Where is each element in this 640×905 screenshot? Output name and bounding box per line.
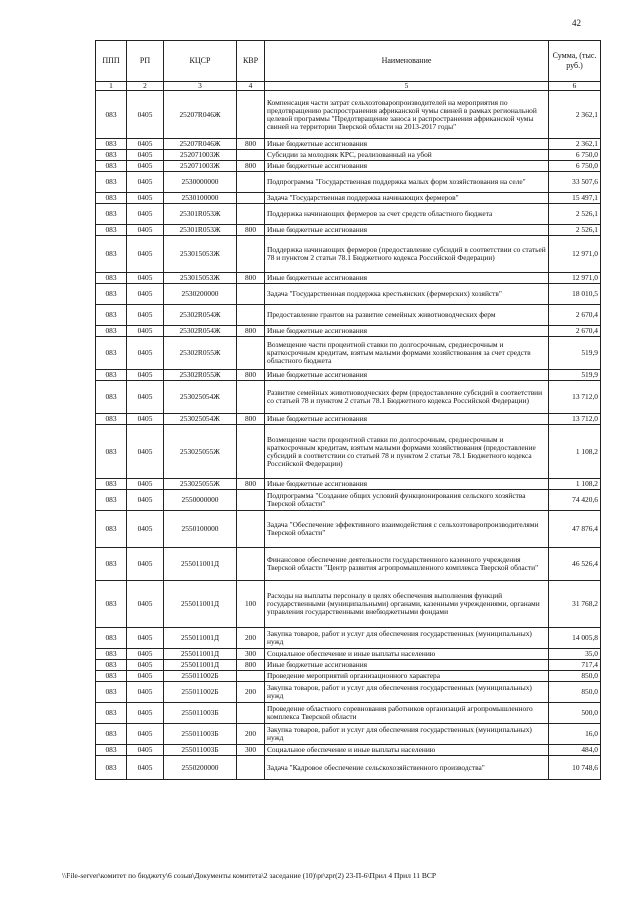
cell-sum: 15 497,1 [549,193,601,204]
table-row [96,756,601,780]
cell-name: Расходы на выплаты персоналу в целях обеспечения выполнения функций государственными (муниципальными) органами, казенными учреждениями, органами управления государственными внебюджетными фондами [265,581,549,628]
cell-rp: 0405 [127,139,164,150]
cell-name: Проведение областного соревнования работников организаций агропромышленного комплекса Тверской области [265,703,549,724]
cell-kcsr: 252071003Ж [164,161,237,172]
cell-ppp: 083 [96,381,127,414]
cell-kcsr: 252071003Ж [164,150,237,161]
cell-sum: 6 750,0 [549,150,601,161]
cell-kvr [237,511,265,548]
cell-name: Поддержка начинающих фермеров (предоставление субсидий в соответствии со статьей 78 и пунктом 2 статьи 78.1 Бюджетного кодекса Российской Федерации) [265,236,549,273]
page-number: 42 [572,18,581,28]
cell-kcsr: 2550200000 [164,756,237,780]
table-row [96,381,601,414]
cell-kvr [237,337,265,370]
cell-sum: 1 108,2 [549,479,601,490]
cell-sum: 46 526,4 [549,548,601,581]
cell-name: Подпрограмма "Государственная поддержка малых форм хозяйствования на селе" [265,172,549,193]
cell-name: Социальное обеспечение и иные выплаты населению [265,649,549,660]
cell-kvr: 800 [237,326,265,337]
table-row [96,273,601,284]
cell-kcsr: 255011001Д [164,660,237,671]
cell-rp: 0405 [127,703,164,724]
cell-kvr [237,490,265,511]
cell-kcsr: 255011002Б [164,671,237,682]
cell-rp: 0405 [127,204,164,225]
cell-kcsr: 25301R053Ж [164,204,237,225]
cell-name: Иные бюджетные ассигнования [265,161,549,172]
cell-ppp: 083 [96,756,127,780]
table-row [96,703,601,724]
table-row [96,414,601,425]
cell-ppp: 083 [96,236,127,273]
cell-kcsr: 25301R053Ж [164,225,237,236]
cell-sum: 12 971,0 [549,236,601,273]
cell-rp: 0405 [127,91,164,139]
cell-kcsr: 25302R055Ж [164,337,237,370]
cell-name: Иные бюджетные ассигнования [265,479,549,490]
cell-kvr [237,671,265,682]
cell-rp: 0405 [127,581,164,628]
cell-rp: 0405 [127,511,164,548]
cell-kvr [237,150,265,161]
cell-sum: 2 670,4 [549,326,601,337]
cell-kcsr: 2530000000 [164,172,237,193]
header-ppp: ППП [96,41,127,82]
cell-rp: 0405 [127,548,164,581]
cell-kcsr: 2530100000 [164,193,237,204]
table-row [96,671,601,682]
cell-kvr [237,236,265,273]
cell-rp: 0405 [127,745,164,756]
column-number: 3 [164,82,237,91]
cell-ppp: 083 [96,660,127,671]
header-sum: Сумма, (тыс. руб.) [549,41,601,82]
cell-ppp: 083 [96,273,127,284]
cell-name: Задача "Государственная поддержка крестьянских (фермерских) хозяйств" [265,284,549,305]
cell-ppp: 083 [96,682,127,703]
cell-kcsr: 253015053Ж [164,236,237,273]
cell-ppp: 083 [96,745,127,756]
cell-sum: 2 670,4 [549,305,601,326]
cell-kvr [237,204,265,225]
table-row [96,326,601,337]
column-number: 1 [96,82,127,91]
cell-sum: 519,9 [549,370,601,381]
cell-sum: 519,9 [549,337,601,370]
cell-rp: 0405 [127,724,164,745]
cell-sum: 31 768,2 [549,581,601,628]
cell-sum: 850,0 [549,682,601,703]
cell-kvr [237,703,265,724]
cell-sum: 2 526,1 [549,204,601,225]
cell-kvr: 800 [237,161,265,172]
cell-rp: 0405 [127,326,164,337]
cell-ppp: 083 [96,91,127,139]
cell-rp: 0405 [127,273,164,284]
cell-kvr [237,172,265,193]
cell-ppp: 083 [96,490,127,511]
cell-sum: 12 971,0 [549,273,601,284]
cell-sum: 33 507,6 [549,172,601,193]
cell-rp: 0405 [127,425,164,479]
cell-kcsr: 253025055Ж [164,479,237,490]
cell-kvr: 800 [237,479,265,490]
table-row [96,284,601,305]
cell-rp: 0405 [127,172,164,193]
cell-rp: 0405 [127,649,164,660]
table-row [96,370,601,381]
table-row [96,139,601,150]
cell-kvr: 100 [237,581,265,628]
cell-ppp: 083 [96,139,127,150]
cell-rp: 0405 [127,628,164,649]
cell-ppp: 083 [96,414,127,425]
cell-kcsr: 25207R046Ж [164,139,237,150]
cell-rp: 0405 [127,161,164,172]
cell-sum: 2 526,1 [549,225,601,236]
table-row [96,236,601,273]
cell-rp: 0405 [127,193,164,204]
cell-name: Иные бюджетные ассигнования [265,326,549,337]
cell-name: Поддержка начинающих фермеров за счет средств областного бюджета [265,204,549,225]
cell-kcsr: 25302R055Ж [164,370,237,381]
cell-name: Возмещение части процентной ставки по долгосрочным, среднесрочным и краткосрочным кредитам, взятым малыми формами хозяйствования за счет средств областного бюджета [265,337,549,370]
cell-name: Закупка товаров, работ и услуг для обеспечения государственных (муниципальных) нужд [265,682,549,703]
cell-ppp: 083 [96,479,127,490]
cell-kvr [237,381,265,414]
cell-sum: 18 010,5 [549,284,601,305]
cell-kvr: 200 [237,724,265,745]
cell-ppp: 083 [96,724,127,745]
cell-kcsr: 25302R054Ж [164,326,237,337]
cell-rp: 0405 [127,381,164,414]
header-kvr: КВР [237,41,265,82]
header-rp: РП [127,41,164,82]
cell-name: Социальное обеспечение и иные выплаты населению [265,745,549,756]
cell-kvr: 800 [237,370,265,381]
cell-name: Возмещение части процентной ставки по долгосрочным, среднесрочным и краткосрочным кредитам, взятым малыми формами хозяйствования (предоставление субсидий в соответствии со статьей 78 и пунктом 2 статьи 78.1 Бюджетного кодекса Российской Федерации) [265,425,549,479]
cell-name: Иные бюджетные ассигнования [265,139,549,150]
table-row [96,91,601,139]
table-row [96,490,601,511]
table-row [96,172,601,193]
cell-ppp: 083 [96,511,127,548]
cell-name: Задача "Обеспечение эффективного взаимодействия с сельхозтоваропроизводителями Тверской области" [265,511,549,548]
cell-ppp: 083 [96,172,127,193]
cell-sum: 14 005,8 [549,628,601,649]
cell-kcsr: 253025054Ж [164,414,237,425]
cell-kcsr: 255011001Д [164,628,237,649]
cell-kcsr: 255011003Б [164,724,237,745]
cell-rp: 0405 [127,284,164,305]
cell-kcsr: 2550000000 [164,490,237,511]
cell-name: Подпрограмма "Создание общих условий функционирования сельского хозяйства Тверской области" [265,490,549,511]
table-row [96,425,601,479]
cell-rp: 0405 [127,671,164,682]
cell-sum: 717,4 [549,660,601,671]
cell-ppp: 083 [96,193,127,204]
cell-sum: 2 362,1 [549,91,601,139]
table-row [96,225,601,236]
cell-sum: 13 712,0 [549,414,601,425]
column-number: 6 [549,82,601,91]
cell-kcsr: 255011001Д [164,548,237,581]
cell-ppp: 083 [96,581,127,628]
cell-kcsr: 25207R046Ж [164,91,237,139]
column-number: 4 [237,82,265,91]
table-row [96,745,601,756]
column-number-row [96,82,601,91]
table-row [96,581,601,628]
cell-kcsr: 253025054Ж [164,381,237,414]
cell-kvr [237,548,265,581]
table-row [96,193,601,204]
cell-sum: 484,0 [549,745,601,756]
cell-sum: 6 750,0 [549,161,601,172]
cell-ppp: 083 [96,326,127,337]
column-number: 5 [265,82,549,91]
table-row [96,649,601,660]
table-header-row [96,41,601,82]
cell-sum: 500,0 [549,703,601,724]
cell-kvr: 200 [237,682,265,703]
cell-ppp: 083 [96,150,127,161]
table-row [96,628,601,649]
cell-sum: 35,0 [549,649,601,660]
cell-kcsr: 25302R054Ж [164,305,237,326]
cell-rp: 0405 [127,414,164,425]
cell-sum: 47 876,4 [549,511,601,548]
cell-kcsr: 255011003Б [164,745,237,756]
header-kcsr: КЦСР [164,41,237,82]
cell-name: Субсидии за молодняк КРС, реализованный на убой [265,150,549,161]
cell-name: Компенсация части затрат сельхозтоваропроизводителей на мероприятия по предотвращению распространения африканской чумы свиней в рамках региональной целевой программы "Предотвращение заноса и распространения африканской чумы свиней на территории Тверской области на 2013-2017 годы" [265,91,549,139]
cell-name: Иные бюджетные ассигнования [265,225,549,236]
table-row [96,337,601,370]
cell-rp: 0405 [127,479,164,490]
cell-name: Финансовое обеспечение деятельности государственного казенного учреждения Тверской области "Центр развития агропромышленного комплекса Тверской области" [265,548,549,581]
cell-rp: 0405 [127,150,164,161]
cell-kcsr: 253015053Ж [164,273,237,284]
cell-kvr: 800 [237,660,265,671]
table-row [96,511,601,548]
table-row [96,660,601,671]
cell-rp: 0405 [127,337,164,370]
cell-name: Задача "Государственная поддержка начинающих фермеров" [265,193,549,204]
table-row [96,161,601,172]
cell-name: Закупка товаров, работ и услуг для обеспечения государственных (муниципальных) нужд [265,724,549,745]
table-row [96,724,601,745]
cell-sum: 850,0 [549,671,601,682]
cell-sum: 10 748,6 [549,756,601,780]
cell-rp: 0405 [127,660,164,671]
cell-kcsr: 2530200000 [164,284,237,305]
cell-ppp: 083 [96,204,127,225]
cell-ppp: 083 [96,225,127,236]
cell-rp: 0405 [127,370,164,381]
cell-ppp: 083 [96,425,127,479]
header-name: Наименование [265,41,549,82]
cell-kvr [237,756,265,780]
cell-rp: 0405 [127,756,164,780]
cell-kvr: 300 [237,649,265,660]
cell-kvr [237,193,265,204]
cell-kcsr: 255011003Б [164,703,237,724]
cell-kcsr: 255011001Д [164,581,237,628]
cell-ppp: 083 [96,628,127,649]
column-number: 2 [127,82,164,91]
table-row [96,204,601,225]
cell-sum: 16,0 [549,724,601,745]
cell-ppp: 083 [96,548,127,581]
cell-ppp: 083 [96,161,127,172]
table-row [96,548,601,581]
cell-name: Иные бюджетные ассигнования [265,414,549,425]
cell-ppp: 083 [96,337,127,370]
cell-kvr: 800 [237,414,265,425]
table-row [96,682,601,703]
cell-ppp: 083 [96,305,127,326]
cell-sum: 1 108,2 [549,425,601,479]
cell-name: Предоставление грантов на развитие семейных животноводческих ферм [265,305,549,326]
cell-ppp: 083 [96,284,127,305]
cell-kvr: 800 [237,225,265,236]
cell-sum: 13 712,0 [549,381,601,414]
cell-name: Иные бюджетные ассигнования [265,273,549,284]
cell-name: Развитие семейных животноводческих ферм (предоставление субсидий в соответствии со статьей 78 и пунктом 2 статьи 78.1 Бюджетного кодекса Российской Федерации) [265,381,549,414]
cell-name: Закупка товаров, работ и услуг для обеспечения государственных (муниципальных) нужд [265,628,549,649]
cell-rp: 0405 [127,682,164,703]
cell-name: Иные бюджетные ассигнования [265,370,549,381]
cell-ppp: 083 [96,649,127,660]
cell-kvr: 200 [237,628,265,649]
cell-sum: 74 420,6 [549,490,601,511]
cell-rp: 0405 [127,305,164,326]
cell-rp: 0405 [127,236,164,273]
budget-table [95,40,601,780]
cell-kcsr: 255011002Б [164,682,237,703]
cell-kvr: 800 [237,273,265,284]
cell-kvr [237,284,265,305]
cell-kvr: 800 [237,139,265,150]
cell-ppp: 083 [96,703,127,724]
cell-rp: 0405 [127,490,164,511]
cell-kcsr: 255011001Д [164,649,237,660]
cell-ppp: 083 [96,671,127,682]
cell-name: Задача "Кадровое обеспечение сельскохозяйственного производства" [265,756,549,780]
cell-name: Иные бюджетные ассигнования [265,660,549,671]
cell-kcsr: 253025055Ж [164,425,237,479]
cell-kvr [237,305,265,326]
cell-kvr [237,91,265,139]
table-row [96,150,601,161]
cell-name: Проведение мероприятий организационного характера [265,671,549,682]
cell-kvr: 300 [237,745,265,756]
cell-kcsr: 2550100000 [164,511,237,548]
table-row [96,305,601,326]
cell-sum: 2 362,1 [549,139,601,150]
table-row [96,479,601,490]
file-path-footer: \\File-server\комитет по бюджету\6 созыв\Документы комитета\2 заседание (10)\pr\zpr(2) 23-П-6\Прил 4 Прил 11 ВСР [62,871,437,880]
cell-kvr [237,425,265,479]
cell-rp: 0405 [127,225,164,236]
cell-ppp: 083 [96,370,127,381]
